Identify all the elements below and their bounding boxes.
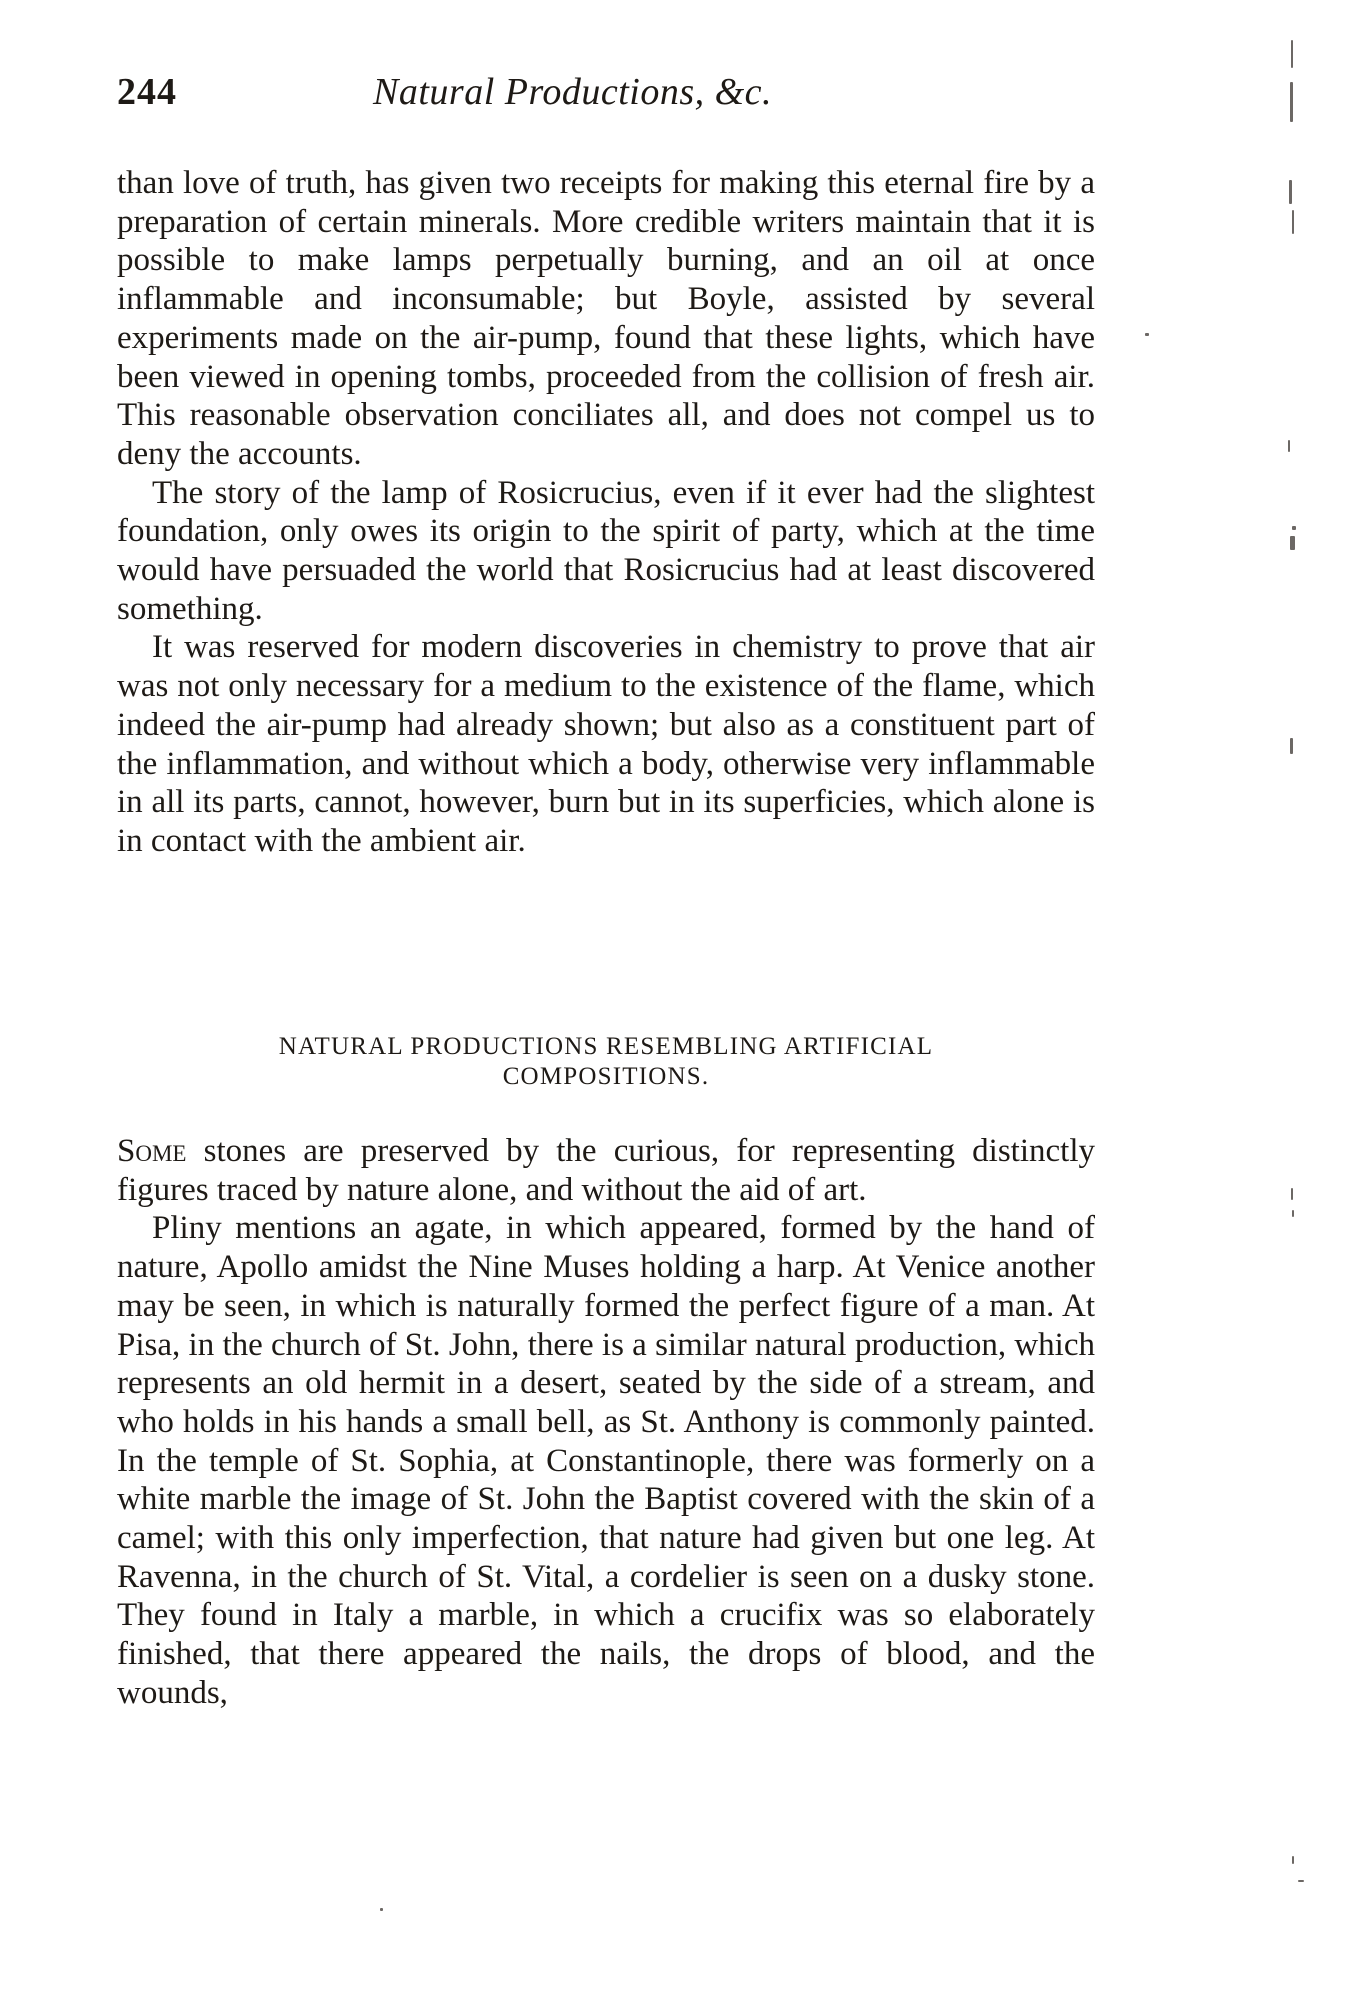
drop-word: Some: [117, 1133, 187, 1169]
section-heading: [117, 1032, 1095, 1092]
paragraph-stones: [117, 1132, 1095, 1209]
scan-artifact: [1145, 333, 1149, 336]
page-number: 244: [117, 71, 177, 113]
section-2-text: [117, 1132, 1095, 1713]
scan-artifact: [1290, 738, 1293, 754]
paragraph-pliny: Pliny mentions an agate, in which appeared, formed by the hand of nature, Apollo amidst the Nine Muses holding a harp. At Venice another may be seen, in which is naturally formed the perfect figure of a man. At Pisa, in the church of St. John, there is a similar natural production, which represents an old hermit in a desert, seated by the side of a stream, and who holds in his hands a small bell, as St. Anthony is commonly painted. In the temple of St. Sophia, at Constantinople, there was formerly on a white marble the image of St. John the Baptist covered with the skin of a camel; with this only imperfection, that nature had given but one leg. At Ravenna, in the church of St. Vital, a cordelier is seen on a dusky stone. They found in Italy a marble, in which a crucifix was so elaborately finished, that there appeared the nails, the drops of blood, and the wounds,: [117, 1210, 1095, 1711]
scan-artifact: [1292, 1210, 1294, 1217]
scan-artifact: [1291, 40, 1293, 68]
scan-artifact: [1292, 526, 1296, 530]
scan-artifact: [1292, 1856, 1294, 1864]
paragraph-stones-text: stones are preserved by the curious, for representing distinctly figures traced by nature alone, and without the aid of art.: [117, 1133, 1095, 1208]
scan-artifact: [1289, 180, 1292, 204]
scan-artifact: [1291, 1188, 1293, 1200]
running-title: Natural Productions, &c.: [373, 71, 773, 113]
scan-artifact: [380, 1908, 383, 1911]
paragraph-rosicrucius: The story of the lamp of Rosicrucius, even if it ever had the slightest foundation, only owes its origin to the spirit of party, which at the time would have persuaded the world that Rosicrucius had at least discovered something.: [117, 474, 1095, 627]
scan-artifact: [1292, 210, 1294, 234]
scan-artifact: [1298, 1880, 1304, 1882]
paragraph-chemistry: It was reserved for modern discoveries in chemistry to prove that air was not only necessary for a medium to the existence of the flame, which indeed the air-pump had already shown; but also as a constituent part of the inflammation, and without which a body, otherwise very inflammable in all its parts, cannot, however, burn but in its superficies, which alone is in contact with the ambient air.: [117, 629, 1095, 859]
scan-artifact: [1290, 536, 1295, 550]
section-1-text: [117, 164, 1095, 861]
section-heading-line-1: NATURAL PRODUCTIONS RESEMBLING ARTIFICIAL: [278, 1033, 934, 1060]
section-heading-line-2: COMPOSITIONS.: [502, 1063, 710, 1090]
scan-artifact: [1288, 440, 1290, 452]
paragraph-continued: than love of truth, has given two receipts for making this eternal fire by a preparation of certain minerals. More credible writers maintain that it is possible to make lamps perpetually burning, and an oil at once inflammable and inconsumable; but Boyle, assisted by several experiments made on the air-pump, found that these lights, which have been viewed in opening tombs, proceeded from the collision of fresh air. This reasonable observation conciliates all, and does not compel us to deny the accounts.: [117, 165, 1095, 472]
page-header: [117, 70, 1095, 120]
scan-artifact: [1290, 82, 1293, 122]
